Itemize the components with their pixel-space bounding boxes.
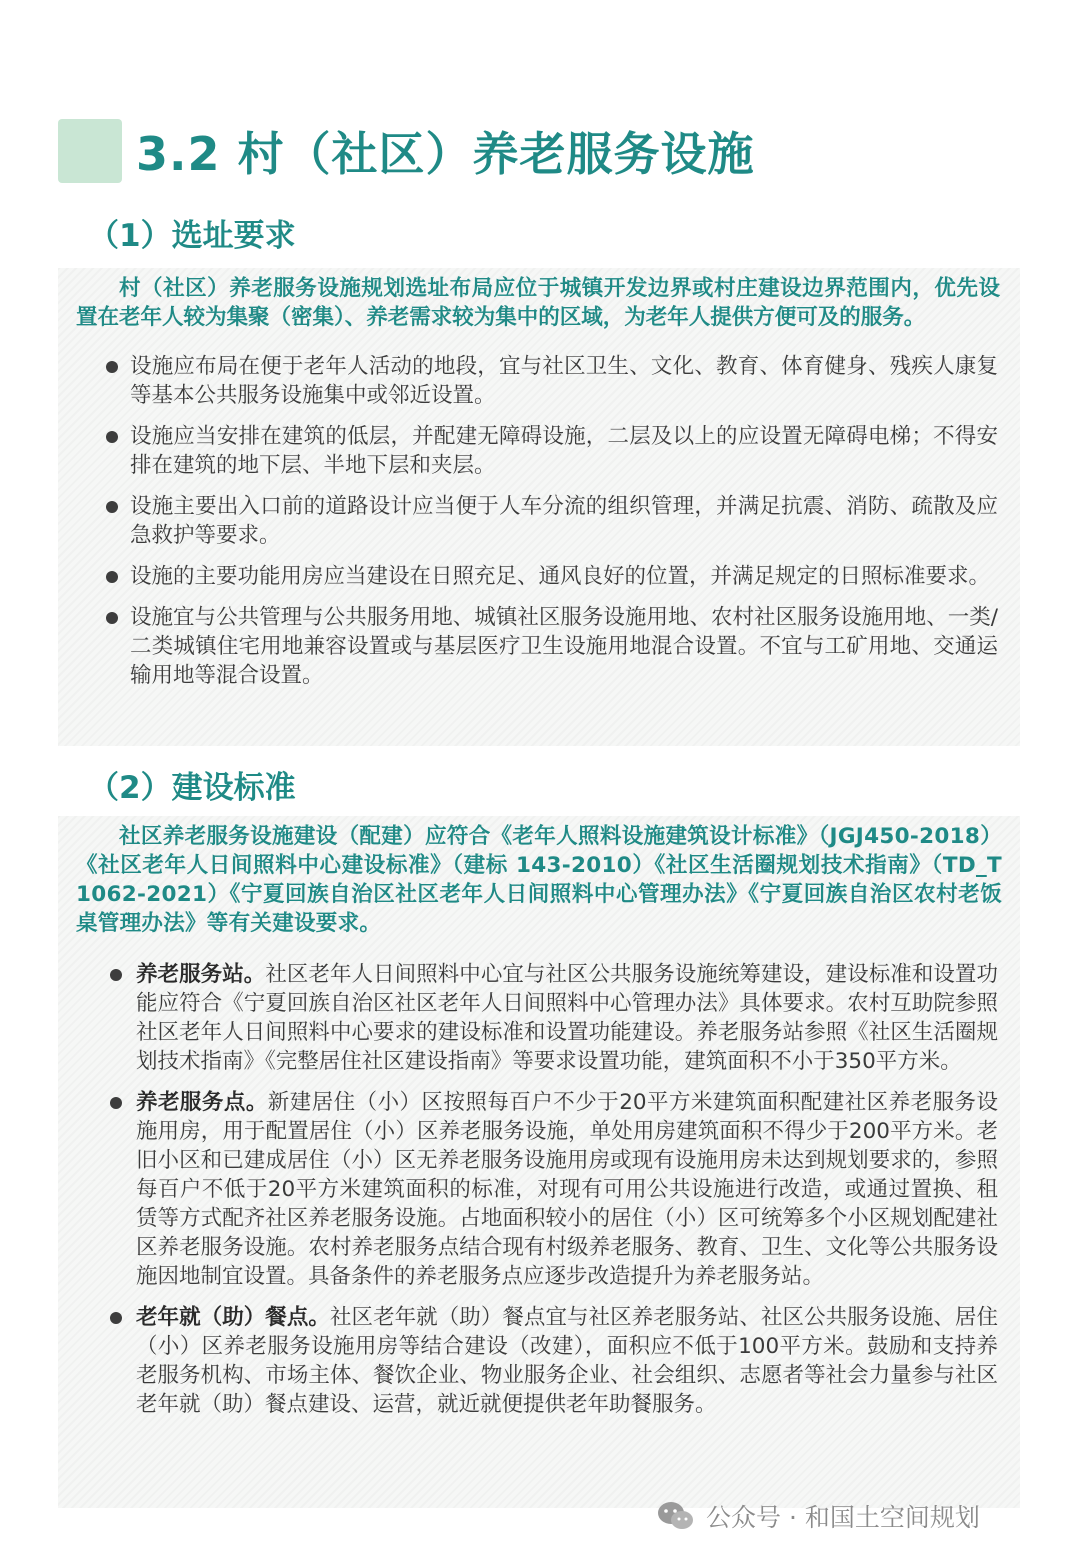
bullet-icon [106,361,118,373]
construction-standards-list [58,960,1020,1419]
site-requirements-list [58,352,1020,690]
list-item: 老年就（助）餐点。社区老年就（助）餐点宜与社区养老服务站、社区公共服务设施、居住（小）区养老服务设施用房等结合建设（改建），面积应不低于100平方米。鼓励和支持养老服务机构、市场主体、餐饮企业、物业服务企业、社会组织、志愿者等社会力量参与社区老年就（助）餐点建设、运营，就近就便提供老年助餐服务。 [58,1303,1020,1419]
site-requirements-panel [58,268,1020,746]
site-requirements-intro: 村（社区）养老服务设施规划选址布局应位于城镇开发边界或村庄建设边界范围内，优先设置在老年人较为集聚（密集）、养老需求较为集中的区域，为老年人提供方便可及的服务。 [76,276,1000,330]
bullet-icon [106,612,118,624]
bullet-icon [106,571,118,583]
list-item: 设施应布局在便于老年人活动的地段，宜与社区卫生、文化、教育、体育健身、残疾人康复等基本公共服务设施集中或邻近设置。 [58,352,1020,410]
list-item: 设施的主要功能用房应当建设在日照充足、通风良好的位置，并满足规定的日照标准要求。 [58,562,1020,591]
list-item: 设施主要出入口前的道路设计应当便于人车分流的组织管理，并满足抗震、消防、疏散及应急救护等要求。 [58,492,1020,550]
watermark [656,1498,980,1534]
construction-standards-intro: 社区养老服务设施建设（配建）应符合《老年人照料设施建筑设计标准》（JGJ450-2018）《社区老年人日间照料中心建设标准》（建标 143-2010）《社区生活圈规划技术指南》（TD_T 1062-2021）《宁夏回族自治区社区老年人日间照料中心管理办法》《宁夏回族自治区农村老饭桌管理办法》等有关建设要求。 [76,824,1002,936]
list-item: 设施应当安排在建筑的低层，并配建无障碍设施，二层及以上的应设置无障碍电梯；不得安排在建筑的地下层、半地下层和夹层。 [58,422,1020,480]
site-requirements-heading: （1）选址要求 [88,218,296,254]
bullet-icon [110,1312,122,1324]
bullet-icon [110,969,122,981]
section-header [58,118,755,184]
page-title: 3.2 村（社区）养老服务设施 [136,127,755,181]
bullet-icon [110,1097,122,1109]
list-item: 养老服务点。新建居住（小）区按照每百户不少于20平方米建筑面积配建社区养老服务设施用房，用于配置居住（小）区养老服务设施，单处用房建筑面积不得少于200平方米。老旧小区和已建成居住（小）区无养老服务设施用房或现有设施用房未达到规划要求的，参照每百户不低于20平方米建筑面积的标准，对现有可用公共设施进行改造，或通过置换、租赁等方式配齐社区养老服务设施。占地面积较小的居住（小）区可统筹多个小区规划配建社区养老服务设施。农村养老服务点结合现有村级养老服务、教育、卫生、文化等公共服务设施因地制宜设置。具备条件的养老服务点应逐步改造提升为养老服务站。 [58,1088,1020,1291]
list-item: 设施宜与公共管理与公共服务用地、城镇社区服务设施用地、农村社区服务设施用地、一类/二类城镇住宅用地兼容设置或与基层医疗卫生设施用地混合设置。不宜与工矿用地、交通运输用地等混合设置。 [58,603,1020,690]
bullet-icon [106,501,118,513]
construction-standards-heading: （2）建设标准 [88,770,296,806]
wechat-icon [656,1499,696,1533]
watermark-text: 公众号 · 和国土空间规划 [706,1503,980,1532]
title-accent-block [58,119,122,183]
construction-standards-panel [58,816,1020,1508]
bullet-icon [106,431,118,443]
list-item: 养老服务站。社区老年人日间照料中心宜与社区公共服务设施统筹建设，建设标准和设置功能应符合《宁夏回族自治区社区老年人日间照料中心管理办法》具体要求。农村互助院参照社区老年人日间照料中心要求的建设标准和设置功能建设。养老服务站参照《社区生活圈规划技术指南》《完整居住社区建设指南》等要求设置功能，建筑面积不小于350平方米。 [58,960,1020,1076]
